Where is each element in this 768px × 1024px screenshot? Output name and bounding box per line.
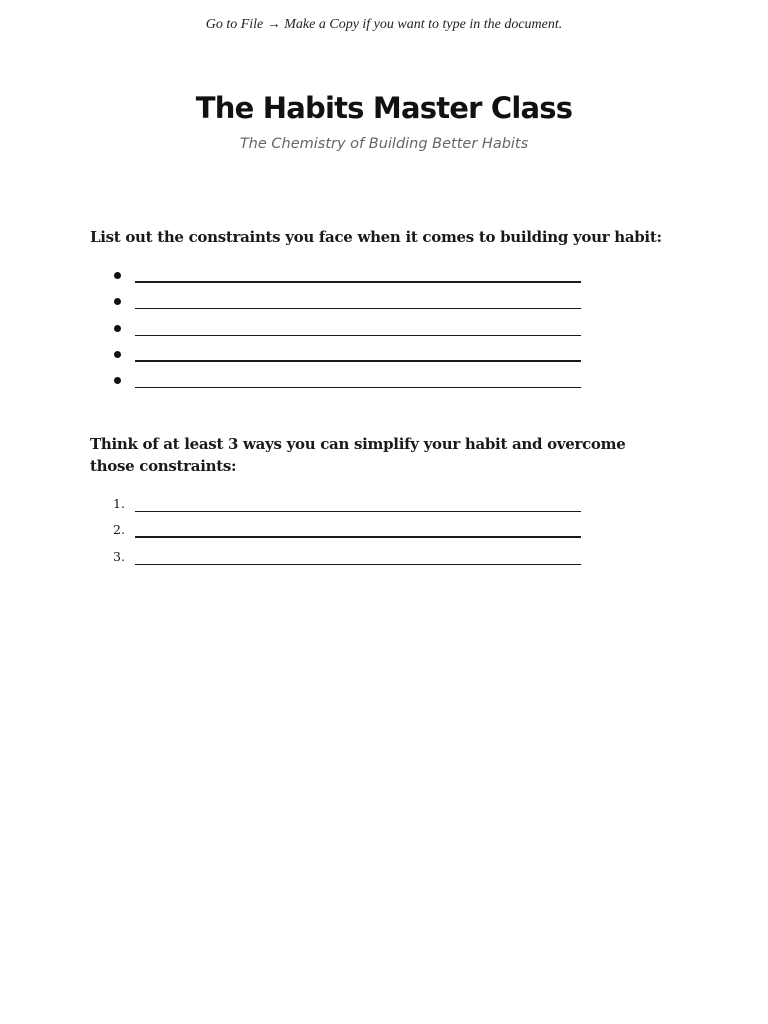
copy-instruction-note: Go to File → Make a Copy if you want to type in the document. xyxy=(205,17,563,32)
simplify-blank-line[interactable] xyxy=(135,511,581,512)
constraints-prompt: List out the constraints you face when it comes to building your habit: xyxy=(90,228,662,246)
simplify-item xyxy=(110,547,590,567)
list-number: 2. xyxy=(113,522,125,537)
constraint-item xyxy=(110,344,590,364)
page-subtitle: The Chemistry of Building Better Habits xyxy=(239,136,529,152)
bullet-icon xyxy=(114,325,121,332)
bullet-icon xyxy=(114,272,121,279)
constraint-blank-line[interactable] xyxy=(135,387,581,388)
constraint-item xyxy=(110,265,590,285)
simplify-item xyxy=(110,494,590,514)
bullet-icon xyxy=(114,351,121,358)
constraint-blank-line[interactable] xyxy=(135,308,581,309)
constraint-item xyxy=(110,318,590,338)
page-title: The Habits Master Class xyxy=(195,91,573,125)
list-number: 1. xyxy=(113,496,125,511)
constraint-item xyxy=(110,370,590,390)
constraint-item xyxy=(110,291,590,311)
simplify-item xyxy=(110,520,590,540)
constraint-blank-line[interactable] xyxy=(135,335,581,336)
simplify-blank-line[interactable] xyxy=(135,536,581,538)
constraint-blank-line[interactable] xyxy=(135,281,581,283)
bullet-icon xyxy=(114,377,121,384)
simplify-blank-line[interactable] xyxy=(135,564,581,565)
simplify-prompt: Think of at least 3 ways you can simplify your habit and overcome those constraints: xyxy=(90,435,626,475)
constraint-blank-line[interactable] xyxy=(135,360,581,362)
bullet-icon xyxy=(114,298,121,305)
list-number: 3. xyxy=(113,549,125,564)
